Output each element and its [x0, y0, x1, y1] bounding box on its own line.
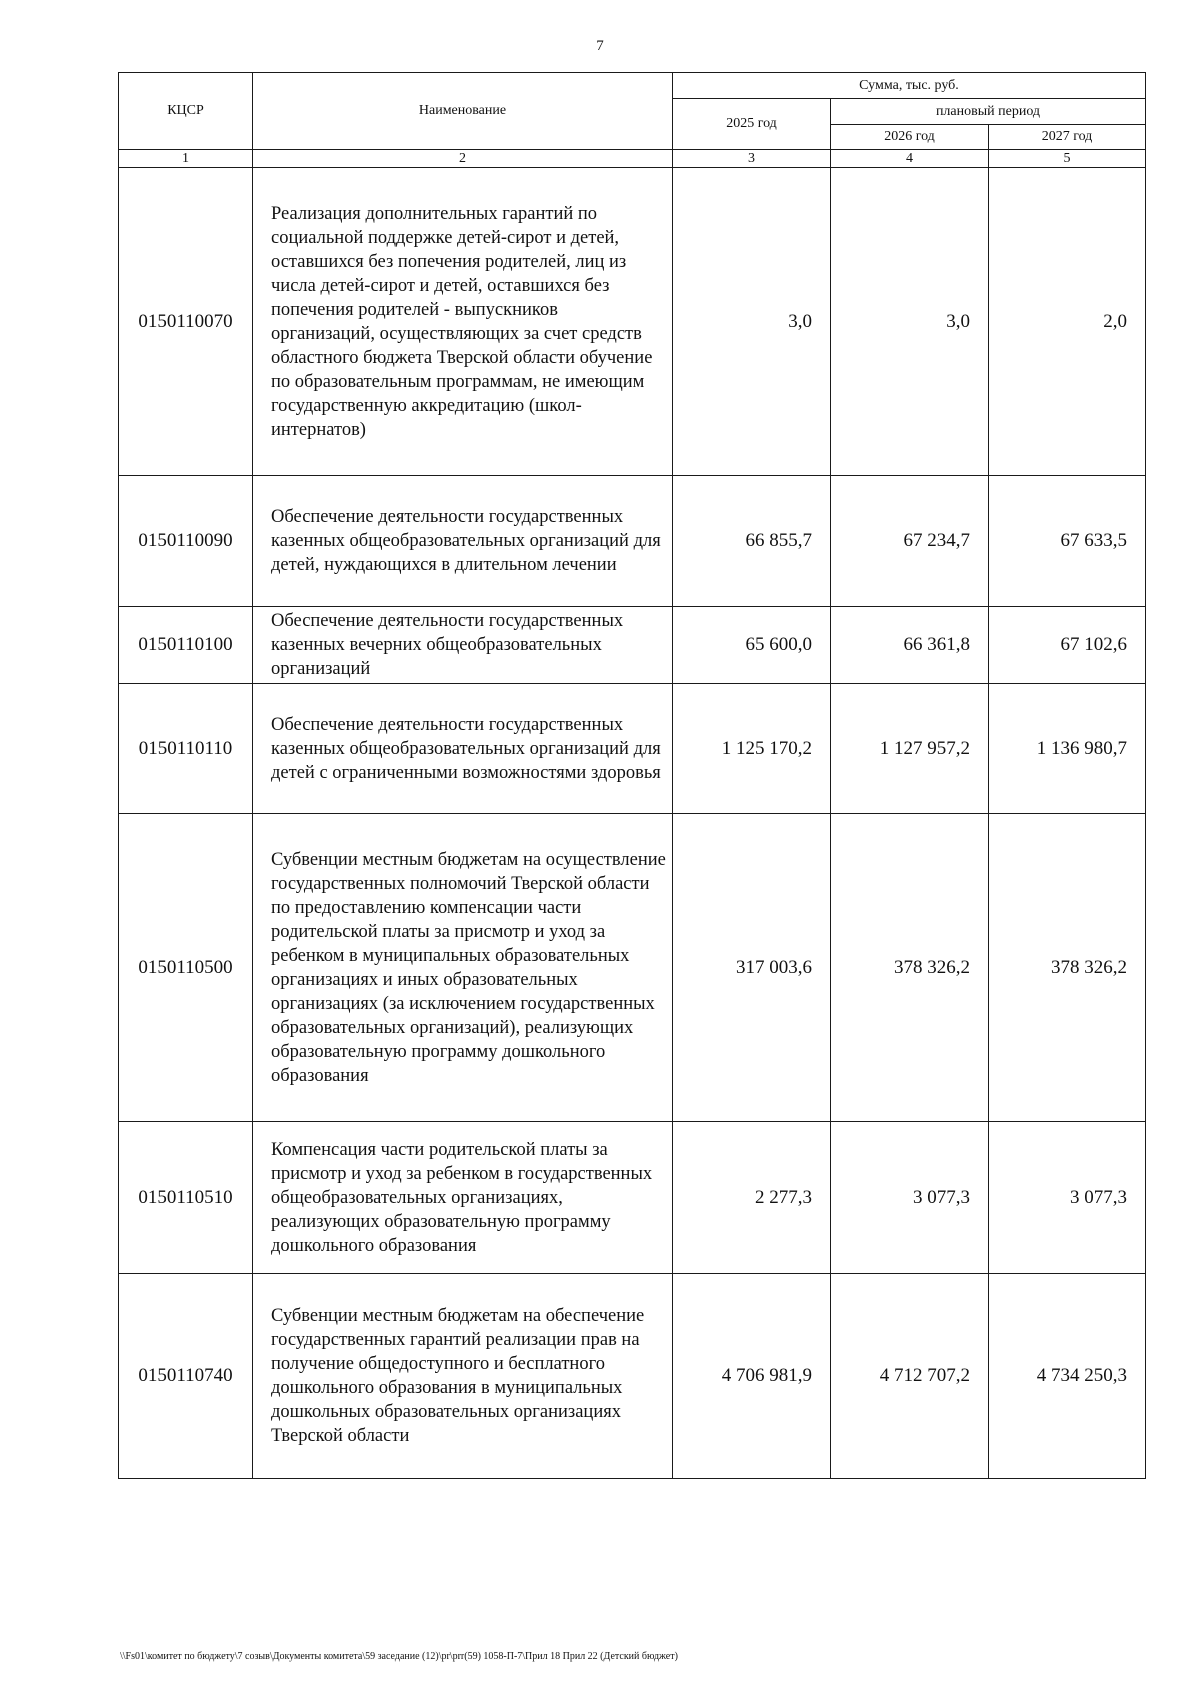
column-number-row [119, 150, 1146, 168]
row-value-2025: 3,0 [673, 168, 831, 476]
row-name: Компенсация части родительской платы за присмотр и уход за ребенком в государственных общеобразовательных организациях, реализующих образовательную программу дошкольного образования [253, 1122, 673, 1274]
row-value-2025: 317 003,6 [673, 814, 831, 1122]
row-value-2027: 67 102,6 [989, 607, 1146, 684]
row-name: Обеспечение деятельности государственных казенных общеобразовательных организаций для детей с ограниченными возможностями здоровья [253, 684, 673, 814]
row-name: Обеспечение деятельности государственных казенных вечерних общеобразовательных организаций [253, 607, 673, 684]
row-value-2025: 2 277,3 [673, 1122, 831, 1274]
table-row [119, 476, 1146, 607]
header-name: Наименование [253, 73, 673, 150]
row-value-2026: 378 326,2 [831, 814, 989, 1122]
row-code: 0150110070 [119, 168, 253, 476]
column-number: 4 [831, 150, 989, 168]
table-row [119, 1122, 1146, 1274]
row-code: 0150110110 [119, 684, 253, 814]
table-row [119, 684, 1146, 814]
row-name: Реализация дополнительных гарантий по социальной поддержке детей-сирот и детей, оставшихся без попечения родителей, лиц из числа детей-сирот и детей, оставшихся без попечения родителей - выпускников организаций, осуществляющих за счет средств областного бюджета Тверской области обучение по образовательным программам, не имеющим государственную аккредитацию (школ-интернатов) [253, 168, 673, 476]
row-value-2026: 1 127 957,2 [831, 684, 989, 814]
budget-table [118, 72, 1146, 1479]
row-code: 0150110510 [119, 1122, 253, 1274]
row-value-2027: 378 326,2 [989, 814, 1146, 1122]
row-value-2026: 3 077,3 [831, 1122, 989, 1274]
row-value-2025: 65 600,0 [673, 607, 831, 684]
row-code: 0150110100 [119, 607, 253, 684]
header-year-2025: 2025 год [673, 99, 831, 150]
row-value-2025: 1 125 170,2 [673, 684, 831, 814]
row-value-2027: 4 734 250,3 [989, 1274, 1146, 1479]
row-value-2027: 67 633,5 [989, 476, 1146, 607]
column-number: 3 [673, 150, 831, 168]
row-value-2027: 3 077,3 [989, 1122, 1146, 1274]
table-row [119, 1274, 1146, 1479]
table-row [119, 814, 1146, 1122]
header-year-2027: 2027 год [989, 125, 1146, 150]
column-number: 2 [253, 150, 673, 168]
row-value-2025: 4 706 981,9 [673, 1274, 831, 1479]
row-value-2026: 67 234,7 [831, 476, 989, 607]
header-year-2026: 2026 год [831, 125, 989, 150]
header-sum: Сумма, тыс. руб. [673, 73, 1146, 99]
header-kcsr: КЦСР [119, 73, 253, 150]
column-number: 5 [989, 150, 1146, 168]
page-number: 7 [596, 38, 604, 54]
column-number: 1 [119, 150, 253, 168]
row-name: Обеспечение деятельности государственных казенных общеобразовательных организаций для детей, нуждающихся в длительном лечении [253, 476, 673, 607]
row-value-2026: 3,0 [831, 168, 989, 476]
header-planned-period: плановый период [831, 99, 1146, 125]
row-value-2027: 2,0 [989, 168, 1146, 476]
table-row [119, 607, 1146, 684]
row-code: 0150110500 [119, 814, 253, 1122]
row-value-2027: 1 136 980,7 [989, 684, 1146, 814]
row-name: Субвенции местным бюджетам на обеспечение государственных гарантий реализации прав на получение общедоступного и бесплатного дошкольного образования в муниципальных дошкольных образовательных организациях Тверской области [253, 1274, 673, 1479]
footer-file-path: \\Fs01\комитет по бюджету\7 созыв\Документы комитета\59 заседание (12)\pr\prr(59) 1058-П-7\Прил 18 Прил 22 (Детский бюджет) [120, 1651, 678, 1662]
row-name: Субвенции местным бюджетам на осуществление государственных полномочий Тверской области по предоставлению компенсации части родительской платы за присмотр и уход за ребенком в муниципальных образовательных организациях и иных образовательных организациях (за исключением государственных образовательных организаций), реализующих образовательную программу дошкольного образования [253, 814, 673, 1122]
row-value-2026: 66 361,8 [831, 607, 989, 684]
row-code: 0150110090 [119, 476, 253, 607]
table-row [119, 168, 1146, 476]
row-value-2025: 66 855,7 [673, 476, 831, 607]
row-code: 0150110740 [119, 1274, 253, 1479]
row-value-2026: 4 712 707,2 [831, 1274, 989, 1479]
